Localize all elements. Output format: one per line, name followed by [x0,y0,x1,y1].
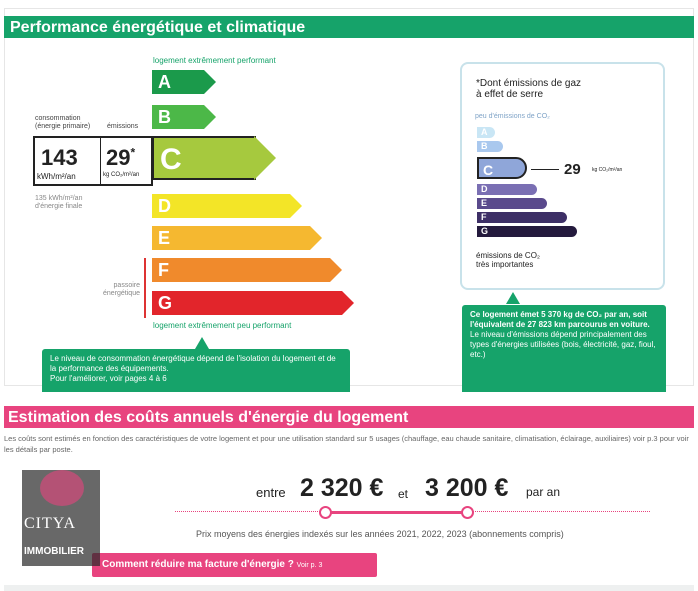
ges-class-a [477,127,495,138]
price-min-marker [319,506,332,519]
dpe-class-letter: A [158,72,171,92]
dpe-class-f [152,258,330,282]
consumption-unit: kWh/m²/an [37,172,76,181]
dpe-class-c [152,136,256,180]
ges-unit: kg CO₂/m²/an [592,167,623,173]
price-entre: entre [256,485,286,500]
ges-class-letter: C [483,162,494,178]
ges-class-letter: F [481,212,487,222]
piggy-bank-icon [40,470,84,506]
dpe-arrow-tip [330,258,342,282]
ges-class-e [477,198,547,209]
dpe-class-e [152,226,310,250]
dpe-arrow-tip [310,226,322,250]
logo-text-citya: CITYA [24,515,77,532]
ges-info-text: Le niveau d'émissions dépend principalement des types d'énergies utilisées (bois, électricité, gaz, fioul, etc.) [470,330,656,359]
emissions-unit: kg CO₂/m²/an [103,172,140,178]
dpe-arrow-tip [204,70,216,94]
reduce-bill-label: Comment réduire ma facture d'énergie ? [102,559,294,570]
value-separator [100,138,101,184]
dpe-class-letter: B [158,107,171,127]
price-range-line [325,511,468,514]
costs-description: Les coûts sont estimés en fonction des caractéristiques de votre logement et pour une utilisation standard sur 5 usages (chauffage, eau chaude sanitaire, climatisation, éclairage, auxiliaires) voir p.3 pour voir les détails par poste. [4,434,689,454]
prix-moyens-note: Prix moyens des énergies indexés sur les années 2021, 2022, 2023 (abonnements compris) [196,529,564,539]
price-per-year: par an [526,485,561,499]
emissions-star: * [130,145,136,160]
dpe-arrow-tip [204,105,216,129]
ges-class-letter: D [481,184,488,194]
dpe-arrow-tip [342,291,354,315]
consumption-label: consommation (énergie primaire) [35,115,91,130]
emissions-label: émissions [107,123,139,130]
performance-title: Performance énergétique et climatique [10,19,306,36]
ges-class-letter: E [481,198,488,208]
ges-info-bold: Ce logement émet 5 370 kg de CO₂ par an, soit l'équivalent de 27 823 km parcourus en voiture. [470,310,650,329]
ges-info-pointer [506,292,520,304]
dpe-label-bottom: logement extrêmement peu performant [153,321,292,330]
logo-text-immobilier: IMMOBILIER [24,546,84,557]
ges-value: 29 [564,161,581,178]
dpe-class-letter: C [160,143,182,176]
price-max: 3 200 € [425,474,509,502]
dpe-class-d [152,194,290,218]
ges-pointer-line [531,169,559,170]
emissions-value [106,145,135,171]
ges-title: *Dont émissions de gaz à effet de serre [476,78,582,100]
ges-class-g [477,226,577,237]
dpe-info-pointer [195,337,209,349]
dpe-info-box: Le niveau de consommation énergétique dépend de l'isolation du logement et de la performance des équipements. Pour l'améliorer, voir pages 4 à 6 [42,349,350,396]
final-energy-note: 135 kWh/m²/an d'énergie finale [35,195,83,210]
dpe-label-top: logement extrêmement performant [153,56,276,65]
ges-class-letter: B [481,141,488,151]
dpe-arrow-tip [290,194,302,218]
dpe-class-g [152,291,342,315]
dpe-class-letter: F [158,260,169,280]
emissions-number: 29 [106,145,131,170]
ges-class-letter: A [481,127,488,137]
price-min: 2 320 € [300,474,384,502]
dpe-class-a [152,70,204,94]
ges-low-label: peu d'émissions de CO₂ [475,113,550,120]
dpe-arrow-tip [254,136,276,180]
dpe-class-letter: D [158,196,171,216]
passoire-label: passoire énergétique [103,282,140,297]
costs-title: Estimation des coûts annuels d'énergie du logement [8,409,409,426]
bottom-strip [4,585,694,591]
dpe-class-b [152,105,204,129]
consumption-value: 143 [41,145,78,170]
ges-info-box [462,305,666,397]
ges-class-d [477,184,537,195]
ges-class-letter: G [481,226,489,236]
reduce-bill-button[interactable] [92,553,377,577]
ges-high-label: émissions de CO₂ très importantes [476,251,541,269]
ges-class-f [477,212,567,223]
ges-class-c [477,157,527,179]
passoire-bracket [144,258,146,318]
ges-class-b [477,141,503,152]
dpe-class-letter: E [158,228,171,248]
reduce-bill-see-page: Voir p. 3 [296,562,323,569]
price-max-marker [461,506,474,519]
dpe-class-letter: G [158,293,173,313]
price-et: et [398,487,409,501]
